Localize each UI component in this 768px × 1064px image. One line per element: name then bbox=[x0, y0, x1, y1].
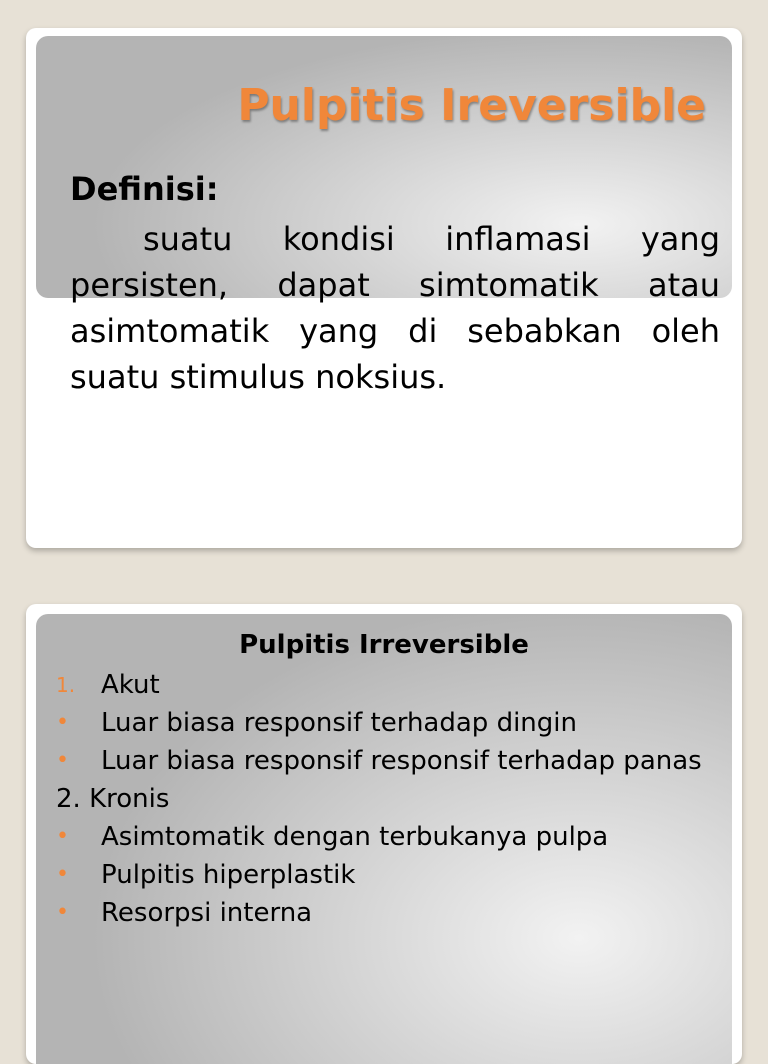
bullet-icon: • bbox=[56, 710, 69, 735]
list-item bbox=[56, 742, 716, 780]
list-number: 1. bbox=[56, 673, 76, 697]
bullet-icon: • bbox=[56, 862, 69, 887]
list-item bbox=[56, 894, 716, 932]
list-item-text: Resorpsi interna bbox=[101, 898, 313, 928]
list-item-text: Luar biasa responsif responsif terhadap panas bbox=[101, 746, 702, 776]
list-item-text: Asimtomatik dengan terbukanya pulpa bbox=[101, 822, 609, 852]
list-item bbox=[56, 704, 716, 742]
list-item bbox=[56, 818, 716, 856]
slide-title: Pulpitis Ireversible bbox=[237, 80, 706, 131]
definition-text: suatu kondisi inflamasi yang persisten, dapat simtomatik atau asimtomatik yang di sebabkan oleh suatu stimulus noksius. bbox=[70, 220, 720, 396]
list-item-text: Akut bbox=[101, 670, 160, 700]
list-item-text: Luar biasa responsif terhadap dingin bbox=[101, 708, 577, 738]
bullet-icon: • bbox=[56, 748, 69, 773]
list-item bbox=[56, 666, 716, 704]
list-item-text: Pulpitis hiperplastik bbox=[101, 860, 356, 890]
slide-definition bbox=[26, 28, 742, 548]
list-item bbox=[56, 856, 716, 894]
slide-title: Pulpitis Irreversible bbox=[239, 630, 529, 660]
bullet-icon: • bbox=[56, 824, 69, 849]
definition-heading: Definisi: bbox=[70, 170, 219, 208]
list-item bbox=[56, 780, 716, 818]
classification-list bbox=[56, 666, 716, 932]
list-item-text: 2. Kronis bbox=[56, 784, 170, 814]
slide-classification bbox=[26, 604, 742, 1064]
bullet-icon: • bbox=[56, 900, 69, 925]
